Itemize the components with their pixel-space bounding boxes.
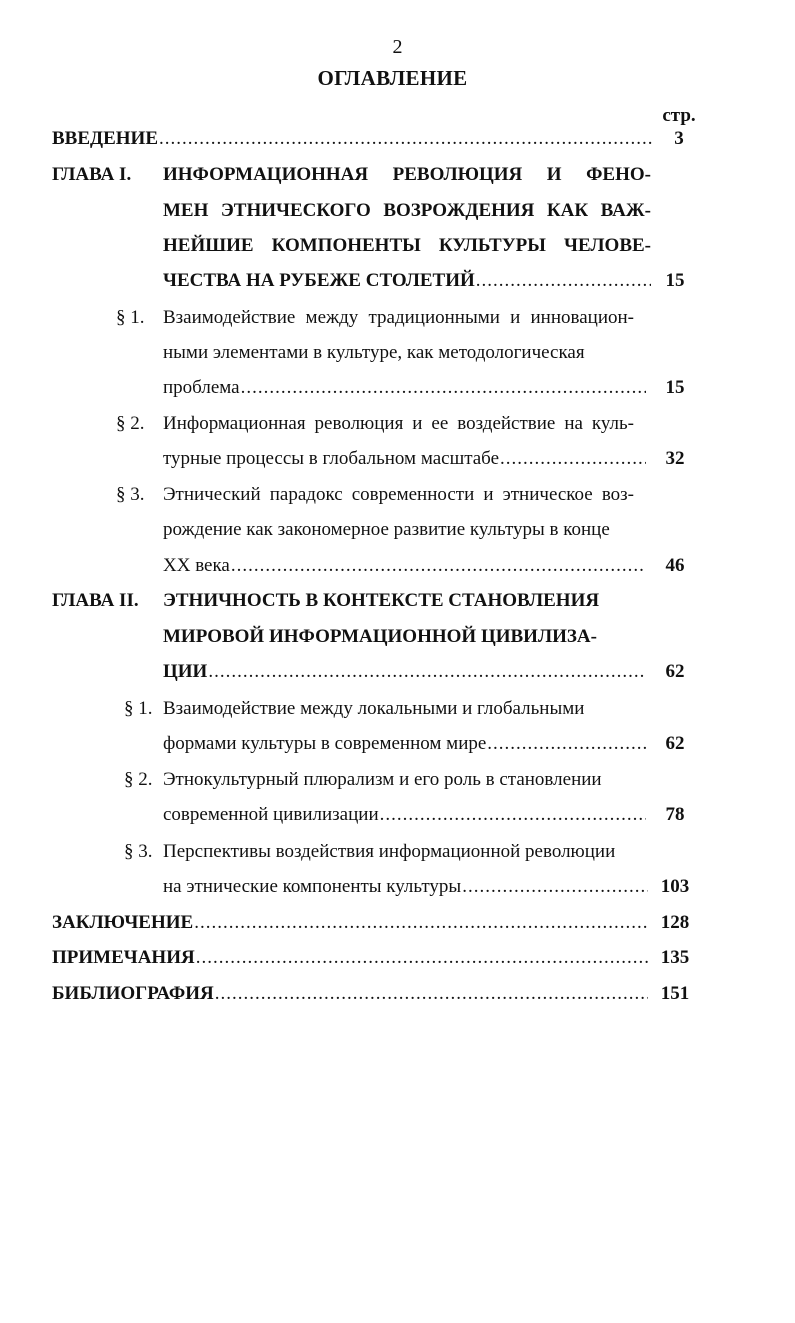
toc-entry-conclusion[interactable]: [52, 908, 648, 938]
section-label: § 2.: [116, 413, 145, 434]
toc-entry-label: ВВЕДЕНИЕ: [52, 128, 158, 149]
chapter-title-text: ЦИИ: [163, 661, 208, 682]
section-title-line[interactable]: [163, 729, 646, 759]
toc-page-number: 62: [665, 733, 685, 754]
section-title-line[interactable]: Этнический парадокс современности и этническое воз-: [163, 484, 634, 505]
section-title-line[interactable]: ными элементами в культуре, как методологическая: [163, 342, 585, 363]
chapter-label: ГЛАВА I.: [52, 164, 132, 185]
dot-leader: [231, 551, 646, 581]
section-title-text: XX века: [163, 555, 230, 576]
dot-leader: [159, 124, 652, 154]
toc-entry-label: ЗАКЛЮЧЕНИЕ: [52, 912, 194, 933]
section-title-line[interactable]: Взаимодействие между традиционными и инновацион-: [163, 307, 634, 328]
toc-page-number: 46: [665, 555, 685, 576]
section-title-line[interactable]: Перспективы воздействия информационной революции: [163, 841, 616, 862]
toc-page-number: 15: [665, 270, 685, 291]
dot-leader: [380, 800, 646, 830]
dot-leader: [194, 908, 648, 938]
section-title-line[interactable]: [163, 444, 646, 474]
toc-entry-notes[interactable]: [52, 943, 648, 973]
dot-leader: [196, 943, 648, 973]
toc-page-number: 78: [665, 804, 685, 825]
section-title-line[interactable]: [163, 872, 648, 902]
dot-leader: [500, 444, 646, 474]
toc-entry-label: ПРИМЕЧАНИЯ: [52, 947, 195, 968]
toc-page-number: 32: [665, 448, 685, 469]
toc-page-number: 151: [660, 983, 690, 1004]
toc-entry-label: БИБЛИОГРАФИЯ: [52, 983, 214, 1004]
toc-entry-bibliography[interactable]: [52, 979, 648, 1009]
toc-page-number: 3: [674, 128, 684, 149]
section-title-text: формами культуры в современном мире: [163, 733, 487, 754]
section-label: § 3.: [124, 841, 153, 862]
toc-page-number: 15: [665, 377, 685, 398]
page-column-label: стр.: [662, 105, 696, 126]
section-label: § 3.: [116, 484, 145, 505]
chapter-label: ГЛАВА II.: [52, 590, 139, 611]
toc-page-number: 128: [660, 912, 690, 933]
dot-leader: [476, 266, 651, 296]
section-title-line[interactable]: [163, 373, 646, 403]
section-title-text: на этнические компоненты культуры: [163, 876, 462, 897]
section-title-line[interactable]: Этнокультурный плюрализм и его роль в становлении: [163, 769, 602, 790]
section-label: § 1.: [124, 698, 153, 719]
section-title-text: турные процессы в глобальном масштабе: [163, 448, 500, 469]
chapter-title-line[interactable]: МЕН ЭТНИЧЕСКОГО ВОЗРОЖДЕНИЯ КАК ВАЖ-: [163, 200, 651, 221]
section-title-text: современной цивилизации: [163, 804, 379, 825]
chapter-title-line[interactable]: НЕЙШИЕ КОМПОНЕНТЫ КУЛЬТУРЫ ЧЕЛОВЕ-: [163, 235, 651, 256]
toc-page-number: 135: [660, 947, 690, 968]
section-title-line[interactable]: Взаимодействие между локальными и глобальными: [163, 698, 585, 719]
section-title-line[interactable]: Информационная революция и ее воздействие на куль-: [163, 413, 634, 434]
chapter-title-line[interactable]: МИРОВОЙ ИНФОРМАЦИОННОЙ ЦИВИЛИЗА-: [163, 626, 597, 647]
page-title: ОГЛАВЛЕНИЕ: [317, 66, 468, 90]
dot-leader: [208, 657, 646, 687]
section-title-text: проблема: [163, 377, 240, 398]
chapter-title-line[interactable]: ИНФОРМАЦИОННАЯ РЕВОЛЮЦИЯ И ФЕНО-: [163, 164, 651, 185]
toc-page-number: 62: [665, 661, 685, 682]
section-title-line[interactable]: [163, 551, 646, 581]
dot-leader: [241, 373, 646, 403]
dot-leader: [462, 872, 648, 902]
page-number: 2: [392, 36, 403, 58]
toc-entry-intro[interactable]: [52, 124, 652, 154]
chapter-title-text: ЧЕСТВА НА РУБЕЖЕ СТОЛЕТИЙ: [163, 270, 475, 291]
chapter-title-line[interactable]: [163, 266, 651, 296]
section-label: § 2.: [124, 769, 153, 790]
toc-page-number: 103: [660, 876, 690, 897]
chapter-title-line[interactable]: ЭТНИЧНОСТЬ В КОНТЕКСТЕ СТАНОВЛЕНИЯ: [163, 590, 600, 611]
chapter-title-line[interactable]: [163, 657, 646, 687]
section-label: § 1.: [116, 307, 145, 328]
section-title-line[interactable]: [163, 800, 646, 830]
section-title-line[interactable]: рождение как закономерное развитие культуры в конце: [163, 519, 610, 540]
dot-leader: [215, 979, 648, 1009]
dot-leader: [487, 729, 646, 759]
